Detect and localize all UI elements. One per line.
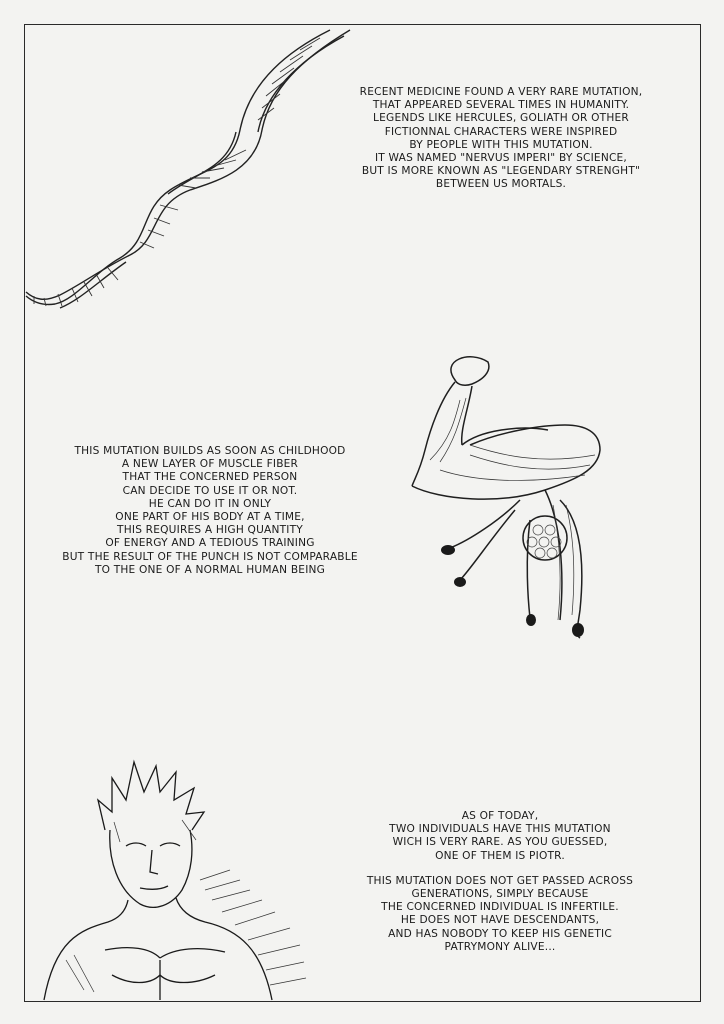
piotr-caption xyxy=(330,810,670,954)
caption-line: OF ENERGY AND A TEDIOUS TRAINING xyxy=(105,537,315,550)
caption-line: THE CONCERNED INDIVIDUAL IS INFERTILE. xyxy=(381,901,619,914)
caption-line: BETWEEN US MORTALS. xyxy=(435,178,567,191)
caption-line: BUT THE RESULT OF THE PUNCH IS NOT COMPARABLE xyxy=(62,550,358,563)
caption-line: CAN DECIDE TO USE IT OR NOT. xyxy=(122,484,298,497)
caption-line: THIS REQUIRES A HIGH QUANTITY xyxy=(117,524,303,537)
caption-line: HE CAN DO IT IN ONLY xyxy=(148,497,272,510)
caption-line: THAT THE CONCERNED PERSON xyxy=(122,471,298,484)
caption-line: PATRYMONY ALIVE... xyxy=(444,940,556,953)
caption-line: ONE OF THEM IS PIOTR. xyxy=(435,849,565,862)
caption-line: HE DOES NOT HAVE DESCENDANTS, xyxy=(400,914,600,927)
caption-line: THAT APPEARED SEVERAL TIMES IN HUMANITY. xyxy=(372,99,630,112)
caption-line: AND HAS NOBODY TO KEEP HIS GENETIC xyxy=(388,927,612,940)
caption-line: WICH IS VERY RARE. AS YOU GUESSED, xyxy=(392,836,608,849)
caption-line: BUT IS MORE KNOWN AS "LEGENDARY STRENGHT" xyxy=(361,165,641,178)
caption-line: TWO INDIVIDUALS HAVE THIS MUTATION xyxy=(389,823,611,836)
caption-line: A NEW LAYER OF MUSCLE FIBER xyxy=(121,458,299,471)
caption-line: LEGENDS LIKE HERCULES, GOLIATH OR OTHER xyxy=(373,112,629,125)
caption-line: GENERATIONS, SIMPLY BECAUSE xyxy=(411,888,589,901)
caption-line: FICTIONNAL CHARACTERS WERE INSPIRED xyxy=(384,125,618,138)
caption-line: BY PEOPLE WITH THIS MUTATION. xyxy=(409,138,593,151)
caption-line: RECENT MEDICINE FOUND A VERY RARE MUTATION, xyxy=(359,86,643,98)
caption-line: TO THE ONE OF A NORMAL HUMAN BEING xyxy=(94,563,326,576)
caption-gap xyxy=(330,863,670,875)
caption-line: ONE PART OF HIS BODY AT A TIME, xyxy=(115,511,305,524)
caption-line: AS OF TODAY, xyxy=(461,810,539,822)
caption-line: THIS MUTATION DOES NOT GET PASSED ACROSS xyxy=(366,874,634,887)
caption-line: IT WAS NAMED "NERVUS IMPERI" BY SCIENCE, xyxy=(374,152,627,165)
caption-line: THIS MUTATION BUILDS AS SOON AS CHILDHOOD xyxy=(74,445,346,457)
